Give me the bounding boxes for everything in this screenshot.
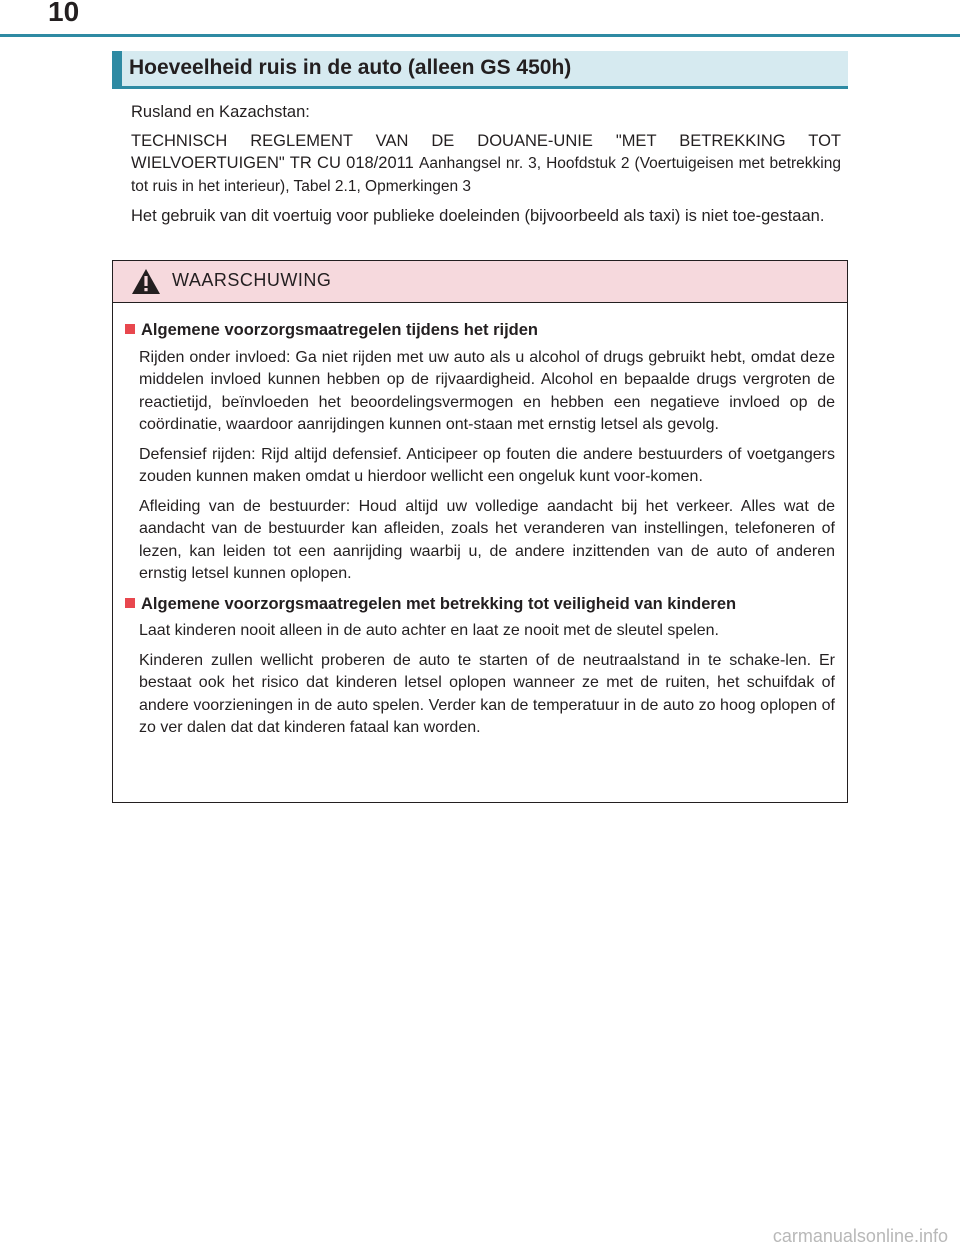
warning-triangle-icon <box>131 268 161 295</box>
warning-paragraph: Kinderen zullen wellicht proberen de auto te starten of de neutraalstand in te schake-len. Er bestaat ook het risico dat kinderen letsel oplopen wanneer ze met de ruiten, het schuifdak of andere voorzieningen in de auto spelen. Verder kan de temperatuur in de auto zo hoog oplopen of zo ver dalen dat dat kinderen fataal kan worden. <box>139 651 835 736</box>
warning-paragraph: Rijden onder invloed: Ga niet rijden met uw auto als u alcohol of drugs gebruikt hebt, omdat deze middelen invloed kunnen hebben op de rijvaardigheid. Alcohol en bepaalde drugs vergroten de reactietijd, beïnvloeden het beoordelingsvermogen en hebben een negatieve invloed op de coördinatie, waardoor aanrijdingen kunnen ont-staan met ernstig letsel als gevolg. <box>139 348 835 433</box>
warning-subheading-text: Algemene voorzorgsmaatregelen met betrekking tot veiligheid van kinderen <box>141 594 737 613</box>
intro-usage-note: Het gebruik van dit voertuig voor publieke doeleinden (bijvoorbeeld als taxi) is niet toe-gestaan. <box>131 207 825 225</box>
watermark: carmanualsonline.info <box>772 1226 948 1246</box>
section-header-bar <box>112 51 122 86</box>
top-rule <box>0 34 960 37</box>
warning-label: WAARSCHUWING <box>172 270 332 290</box>
intro-regulation <box>131 130 841 198</box>
intro-regulation-detail: Aanhangsel nr. 3, Hoofdstuk 2 (Voertuigeisen met betrekking tot ruis in het interieur), Tabel 2.1, Opmerkingen 3 <box>131 155 841 195</box>
warning-subheading-children <box>125 593 835 616</box>
warning-body <box>125 319 835 747</box>
red-square-bullet-icon <box>125 324 135 334</box>
warning-subheading-driving <box>125 319 835 342</box>
page-number: 10 <box>48 0 80 27</box>
warning-subheading-text: Algemene voorzorgsmaatregelen tijdens het rijden <box>141 321 539 339</box>
intro-region: Rusland en Kazachstan: <box>131 103 310 121</box>
intro-text <box>131 101 841 227</box>
section-header <box>112 51 848 89</box>
warning-paragraph: Afleiding van de bestuurder: Houd altijd uw volledige aandacht bij het verkeer. Alles wat de aandacht van de bestuurder kan afleiden, zoals het veranderen van instellingen, telefoneren of lezen, kan leiden tot een aanrijding waarbij u, de andere inzittenden van de auto of anderen ernstig letsel kunnen oplopen. <box>139 497 835 582</box>
warning-header <box>113 261 847 303</box>
warning-paragraph: Defensief rijden: Rijd altijd defensief. Anticipeer op fouten die andere bestuurders of voetgangers zouden kunnen maken omdat u hierdoor wellicht een ongeluk kunt voor-komen. <box>139 445 835 485</box>
red-square-bullet-icon <box>125 598 135 608</box>
warning-paragraph: Laat kinderen nooit alleen in de auto achter en laat ze nooit met de sleutel spelen. <box>139 622 719 639</box>
warning-box <box>112 260 848 803</box>
intro-regulation-title: TECHNISCH REGLEMENT VAN DE DOUANE-UNIE "MET BETREKKING TOT WIELVOERTUIGEN" TR CU 018/2011 <box>131 132 841 172</box>
section-title: Hoeveelheid ruis in de auto (alleen GS 450h) <box>129 56 572 79</box>
